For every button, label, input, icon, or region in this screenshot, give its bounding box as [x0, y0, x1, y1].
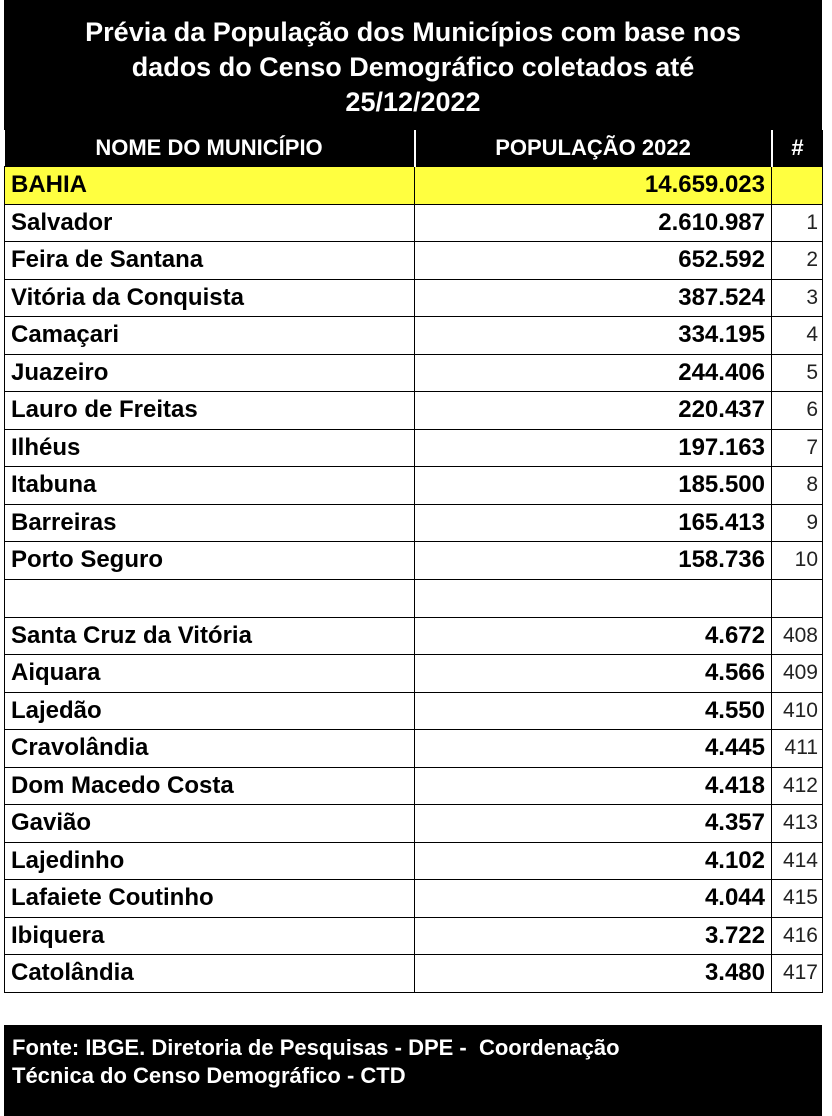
- population-value: 3.722: [415, 917, 772, 955]
- table-row: [5, 242, 823, 280]
- population-value: 3.480: [415, 955, 772, 993]
- rank-value: 410: [772, 692, 823, 730]
- rank-value: 408: [772, 617, 823, 655]
- population-value: 158.736: [415, 542, 772, 580]
- rank-value: 411: [772, 730, 823, 768]
- footer-line-1: Fonte: IBGE. Diretoria de Pesquisas - DPE - Coordenação: [12, 1035, 620, 1060]
- table-row: [5, 279, 823, 317]
- population-value: 2.610.987: [415, 204, 772, 242]
- page-title: [4, 0, 822, 130]
- rank-value: 10: [772, 542, 823, 580]
- municipality-name: Salvador: [5, 204, 415, 242]
- rank-value: 3: [772, 279, 823, 317]
- rank-value: 416: [772, 917, 823, 955]
- state-name: BAHIA: [5, 167, 415, 205]
- municipality-name: Lajedinho: [5, 842, 415, 880]
- rank-value: 2: [772, 242, 823, 280]
- column-header-population: POPULAÇÃO 2022: [415, 130, 772, 167]
- table-row: [5, 955, 823, 993]
- population-value: 4.672: [415, 617, 772, 655]
- table-row: [5, 692, 823, 730]
- rank-value: 9: [772, 504, 823, 542]
- municipality-name: Gavião: [5, 805, 415, 843]
- population-value: 244.406: [415, 354, 772, 392]
- state-population: 14.659.023: [415, 167, 772, 205]
- municipality-name: Vitória da Conquista: [5, 279, 415, 317]
- rank-value: 409: [772, 655, 823, 693]
- population-value: 197.163: [415, 429, 772, 467]
- municipality-name: Ilhéus: [5, 429, 415, 467]
- empty-cell: [415, 579, 772, 617]
- table-row: [5, 805, 823, 843]
- municipality-name: Dom Macedo Costa: [5, 767, 415, 805]
- rank-value: 1: [772, 204, 823, 242]
- municipality-name: Porto Seguro: [5, 542, 415, 580]
- rank-value: 4: [772, 317, 823, 355]
- population-value: 334.195: [415, 317, 772, 355]
- municipality-name: Ibiquera: [5, 917, 415, 955]
- rank-value: 414: [772, 842, 823, 880]
- source-footer: [4, 1025, 822, 1116]
- table-row: [5, 429, 823, 467]
- title-line-1: Prévia da População dos Municípios com base nos: [85, 17, 741, 47]
- municipality-name: Aiquara: [5, 655, 415, 693]
- population-value: 387.524: [415, 279, 772, 317]
- table-row: [5, 842, 823, 880]
- municipality-name: Cravolândia: [5, 730, 415, 768]
- rank-value: 413: [772, 805, 823, 843]
- table-header-row: [5, 130, 823, 167]
- table-row: [5, 542, 823, 580]
- empty-cell: [5, 579, 415, 617]
- column-header-municipality: NOME DO MUNICÍPIO: [5, 130, 415, 167]
- municipality-name: Camaçari: [5, 317, 415, 355]
- municipality-name: Juazeiro: [5, 354, 415, 392]
- table-row: [5, 204, 823, 242]
- municipality-name: Catolândia: [5, 955, 415, 993]
- municipality-name: Lafaiete Coutinho: [5, 880, 415, 918]
- table-row: [5, 317, 823, 355]
- rank-value: 417: [772, 955, 823, 993]
- table-row: [5, 917, 823, 955]
- municipality-name: Lauro de Freitas: [5, 392, 415, 430]
- table-row: [5, 655, 823, 693]
- municipality-name: Barreiras: [5, 504, 415, 542]
- table-row: [5, 467, 823, 505]
- municipality-name: Feira de Santana: [5, 242, 415, 280]
- population-value: 4.418: [415, 767, 772, 805]
- table-row: [5, 730, 823, 768]
- population-value: 4.044: [415, 880, 772, 918]
- municipality-name: Santa Cruz da Vitória: [5, 617, 415, 655]
- column-header-rank: #: [772, 130, 823, 167]
- title-line-3: 25/12/2022: [345, 87, 481, 117]
- population-value: 652.592: [415, 242, 772, 280]
- population-value: 4.102: [415, 842, 772, 880]
- rank-value: 8: [772, 467, 823, 505]
- population-value: 4.566: [415, 655, 772, 693]
- rank-value: 412: [772, 767, 823, 805]
- population-value: 220.437: [415, 392, 772, 430]
- footer-line-2: Técnica do Censo Demográfico - CTD: [12, 1063, 406, 1088]
- table-row: [5, 354, 823, 392]
- municipality-name: Lajedão: [5, 692, 415, 730]
- state-total-row: [5, 167, 823, 205]
- state-rank: [772, 167, 823, 205]
- separator-row: [5, 579, 823, 617]
- population-value: 4.357: [415, 805, 772, 843]
- population-value: 4.445: [415, 730, 772, 768]
- table-row: [5, 392, 823, 430]
- table-row: [5, 617, 823, 655]
- population-value: 4.550: [415, 692, 772, 730]
- table-row: [5, 880, 823, 918]
- rank-value: 7: [772, 429, 823, 467]
- municipality-name: Itabuna: [5, 467, 415, 505]
- table-row: [5, 504, 823, 542]
- rank-value: 6: [772, 392, 823, 430]
- population-table: [4, 130, 823, 993]
- rank-value: 5: [772, 354, 823, 392]
- table-row: [5, 767, 823, 805]
- population-value: 165.413: [415, 504, 772, 542]
- population-value: 185.500: [415, 467, 772, 505]
- empty-cell: [772, 579, 823, 617]
- rank-value: 415: [772, 880, 823, 918]
- title-line-2: dados do Censo Demográfico coletados até: [131, 52, 695, 82]
